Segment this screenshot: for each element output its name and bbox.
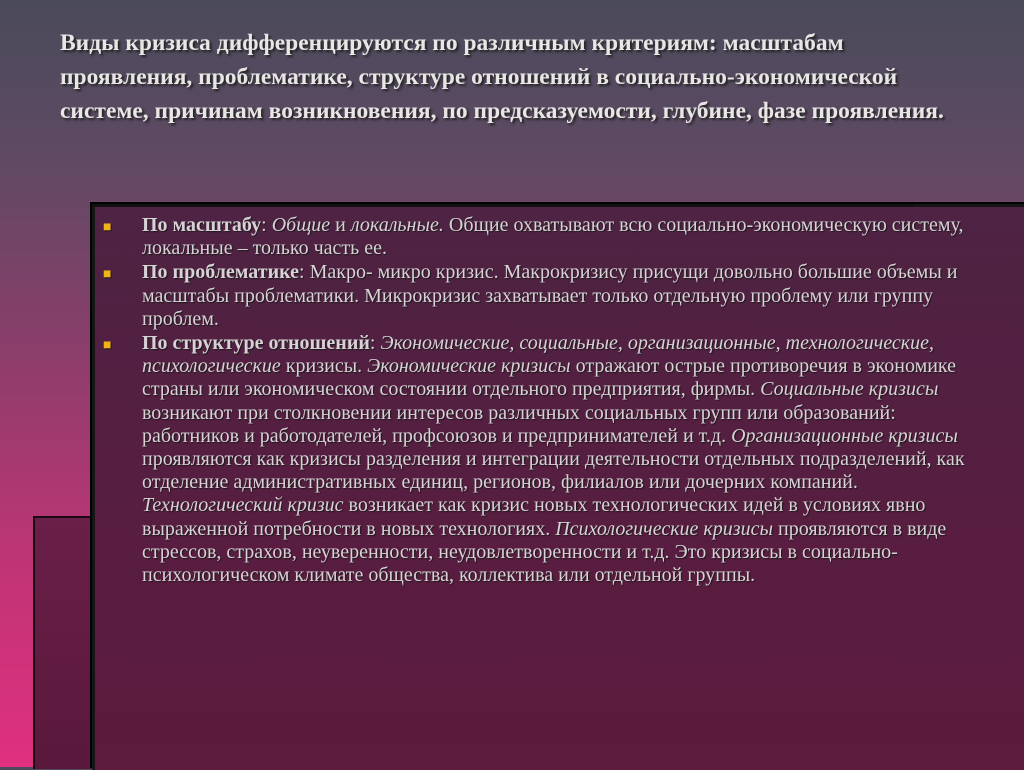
item-emphasis: Организационные кризисы xyxy=(731,424,958,447)
item-separator: : xyxy=(369,332,381,355)
item-emphasis: Экономические кризисы xyxy=(367,355,571,378)
item-emphasis: Общие xyxy=(271,214,331,236)
item-text: возникает как кризис новых технологических идей в условиях явно выраженной потребности в новых технологиях. xyxy=(142,494,926,540)
list-item-problems xyxy=(100,261,980,331)
list-item-structure xyxy=(100,332,980,587)
bullet-list xyxy=(100,214,980,588)
list-item-scale xyxy=(100,214,980,260)
item-separator: : xyxy=(261,214,272,236)
item-text: возникают при столкновении интересов различных социальных групп или образований: работников и работодателей, профсоюзов и предпринимателей и т.д. xyxy=(142,401,896,447)
panel-top-border xyxy=(92,204,914,207)
item-separator: : xyxy=(299,261,310,284)
item-text: и xyxy=(330,214,351,236)
item-emphasis: Социальные кризисы xyxy=(760,378,939,401)
item-term: По структуре отношений xyxy=(142,332,370,355)
square-bullet-icon: ■ xyxy=(103,338,112,354)
item-text: отражают острые противоречия в экономике страны или экономическом состоянии отдельного предприятия, фирмы. xyxy=(142,355,957,401)
item-emphasis: локальные. xyxy=(350,214,444,236)
square-bullet-icon: ■ xyxy=(103,220,112,235)
item-emphasis: Психологические кризисы xyxy=(555,517,774,540)
item-emphasis: Экономические, социальные, организационные, технологические, психологические xyxy=(142,332,935,378)
item-text: Макро- микро кризис. Макрокризису присущи довольно большие объемы и масштабы проблематики. Микрокризис захватывает только отдельную проблему или группу проблем. xyxy=(142,261,958,330)
slide-title: Виды кризиса дифференцируются по различным критериям: масштабам проявления, проблематике, структуре отношений в социально-экономической системе, причинам возникновения, по предсказуемости, глубине, фазе проявления. xyxy=(60,30,944,124)
square-bullet-icon: ■ xyxy=(103,267,112,283)
item-text: Общие охватывают всю социально-экономическую систему, локальные – только часть ее. xyxy=(142,214,964,260)
item-term: По проблематике xyxy=(142,261,300,284)
item-term: По масштабу xyxy=(142,214,262,236)
item-emphasis: Технологический кризис xyxy=(142,494,344,517)
item-text: кризисы. xyxy=(280,355,368,378)
item-text: проявляются как кризисы разделения и интеграции деятельности отдельных подразделений, как отделение административных единиц, регионов, филиалов или дочерних компаний. xyxy=(142,448,965,494)
item-text: проявляются в виде стрессов, страхов, неуверенности, неудовлетворенности и т.д. Это кризисы в социально-психологическом климате общества, коллектива или отдельной группы. xyxy=(142,517,947,587)
